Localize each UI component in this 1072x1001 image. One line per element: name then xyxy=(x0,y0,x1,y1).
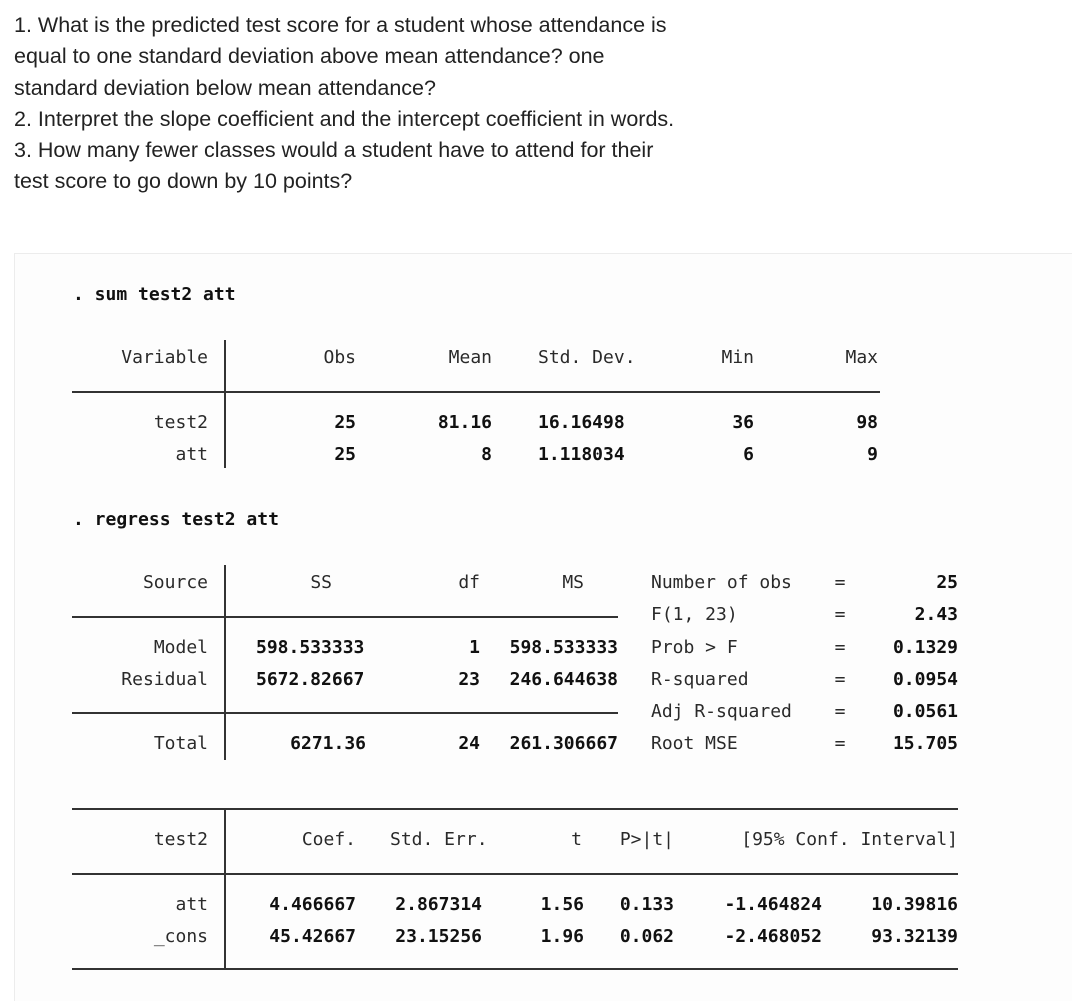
sum-cell: 16.16498 xyxy=(538,412,625,433)
sum-header-variable: Variable xyxy=(121,347,208,368)
anova-row-label: Model xyxy=(153,637,208,658)
stat-equals: = xyxy=(834,669,846,690)
stat-equals: = xyxy=(834,701,846,722)
stat-equals: = xyxy=(834,637,846,658)
coef-row-label: att xyxy=(175,894,208,915)
coef-header-rule xyxy=(72,873,958,875)
anova-cell: 5672.82667 xyxy=(256,669,365,690)
sum-header-max: Max xyxy=(845,347,878,368)
coef-cell: 1.96 xyxy=(540,926,584,947)
coef-header-stderr: Std. Err. xyxy=(390,829,488,850)
stat-label: Prob > F xyxy=(651,637,738,658)
question-line: 3. How many fewer classes would a student have to attend for their xyxy=(14,138,654,163)
anova-row-label: Residual xyxy=(121,669,208,690)
coef-cell: 45.42667 xyxy=(269,926,356,947)
sum-row-label: att xyxy=(175,444,208,465)
anova-cell: 23 xyxy=(458,669,480,690)
sum-vertical-rule xyxy=(224,340,226,468)
question-line: 1. What is the predicted test score for a student whose attendance is xyxy=(14,13,667,37)
stat-label: F(1, 23) xyxy=(651,604,738,625)
coef-cell: -2.468052 xyxy=(724,926,822,947)
anova-cell: 246.644638 xyxy=(509,669,618,690)
coef-cell: 93.32139 xyxy=(871,926,958,947)
coef-header-coef: Coef. xyxy=(301,829,356,850)
stat-label: Adj R-squared xyxy=(651,701,792,722)
stat-value: 25 xyxy=(936,572,958,593)
sum-header-min: Min xyxy=(721,347,754,368)
coef-cell: 4.466667 xyxy=(269,894,356,915)
sum-cell: 25 xyxy=(334,412,356,433)
sum-header-stddev: Std. Dev. xyxy=(538,347,636,368)
sum-header-mean: Mean xyxy=(448,347,492,368)
regress-command: . regress test2 att xyxy=(73,509,279,530)
coef-cell: 0.062 xyxy=(619,926,674,947)
sum-header-obs: Obs xyxy=(323,347,356,368)
coef-vertical-rule xyxy=(224,808,226,970)
coef-cell: 0.133 xyxy=(619,894,674,915)
coef-header-depvar: test2 xyxy=(153,829,208,850)
coef-top-rule xyxy=(72,808,958,810)
coef-cell: 10.39816 xyxy=(871,894,958,915)
stat-value: 0.1329 xyxy=(892,637,958,658)
stat-value: 2.43 xyxy=(914,604,958,625)
anova-header-rule xyxy=(72,616,618,618)
sum-cell: 36 xyxy=(732,412,754,433)
coef-bottom-rule xyxy=(72,968,958,970)
sum-header-rule xyxy=(72,391,880,393)
question-text xyxy=(14,10,774,198)
anova-cell: 598.533333 xyxy=(509,637,618,658)
anova-header-ms: MS xyxy=(562,572,584,593)
anova-header-df: df xyxy=(458,572,480,593)
anova-cell: 6271.36 xyxy=(290,733,366,754)
coef-cell: 2.867314 xyxy=(395,894,482,915)
sum-command: . sum test2 att xyxy=(73,284,236,305)
coef-header-t: t xyxy=(571,829,582,850)
coef-cell: -1.464824 xyxy=(724,894,822,915)
anova-cell: 261.306667 xyxy=(509,733,618,754)
stat-equals: = xyxy=(834,604,846,625)
stat-label: R-squared xyxy=(651,669,749,690)
sum-row-label: test2 xyxy=(153,412,208,433)
coef-row-label: _cons xyxy=(153,926,208,947)
anova-cell: 1 xyxy=(469,637,480,658)
coef-header-pvalue: P>|t| xyxy=(619,829,674,850)
sum-cell: 98 xyxy=(856,412,878,433)
anova-cell: 24 xyxy=(458,733,480,754)
stat-equals: = xyxy=(834,733,846,754)
anova-cell: 598.533333 xyxy=(256,637,365,658)
coef-cell: 23.15256 xyxy=(395,926,482,947)
sum-cell: 8 xyxy=(481,444,492,465)
stat-label: Number of obs xyxy=(651,572,792,593)
question-line: test score to go down by 10 points? xyxy=(14,169,353,194)
anova-row-label: Total xyxy=(153,733,208,754)
sum-cell: 6 xyxy=(743,444,754,465)
coef-header-confint: [95% Conf. Interval] xyxy=(741,829,958,850)
stat-equals: = xyxy=(834,572,846,593)
sum-cell: 1.118034 xyxy=(538,444,625,465)
question-line: standard deviation below mean attendance? xyxy=(14,75,436,100)
anova-header-ss: SS xyxy=(310,572,332,593)
sum-cell: 25 xyxy=(334,444,356,465)
anova-total-rule xyxy=(72,712,618,714)
question-line: equal to one standard deviation above mean attendance? one xyxy=(14,44,605,69)
anova-header-source: Source xyxy=(142,572,208,593)
sum-cell: 81.16 xyxy=(437,412,492,433)
sum-cell: 9 xyxy=(867,444,878,465)
coef-cell: 1.56 xyxy=(540,894,584,915)
question-line: 2. Interpret the slope coefficient and the intercept coefficient in words. xyxy=(14,106,675,131)
stat-value: 15.705 xyxy=(892,733,958,754)
anova-vertical-rule xyxy=(224,565,226,760)
stat-value: 0.0561 xyxy=(892,701,958,722)
stat-value: 0.0954 xyxy=(892,669,958,690)
stat-label: Root MSE xyxy=(651,733,738,754)
